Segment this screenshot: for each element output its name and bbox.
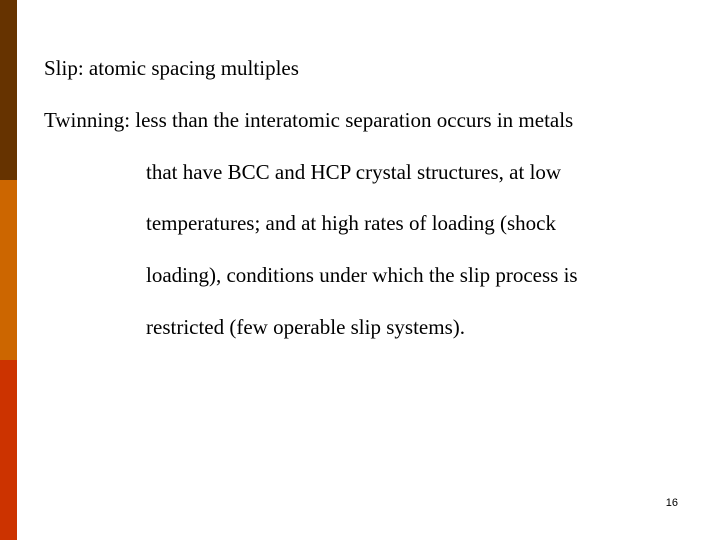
twinning-line-5: restricted (few operable slip systems).: [146, 315, 465, 339]
accent-bar-middle: [0, 180, 17, 360]
page-number: 16: [665, 497, 678, 509]
accent-bar-bottom: [0, 360, 17, 540]
twinning-line-3: temperatures; and at high rates of loading (shock: [146, 211, 556, 235]
twinning-definition: Twinning: less than the interatomic separation occurs in metals: [44, 108, 574, 132]
slip-definition: Slip: atomic spacing multiples: [44, 56, 299, 80]
twinning-line-2: that have BCC and HCP crystal structures, at low: [146, 160, 562, 184]
twinning-line-4: loading), conditions under which the slip process is: [146, 263, 578, 287]
accent-bar-top: [0, 0, 17, 180]
